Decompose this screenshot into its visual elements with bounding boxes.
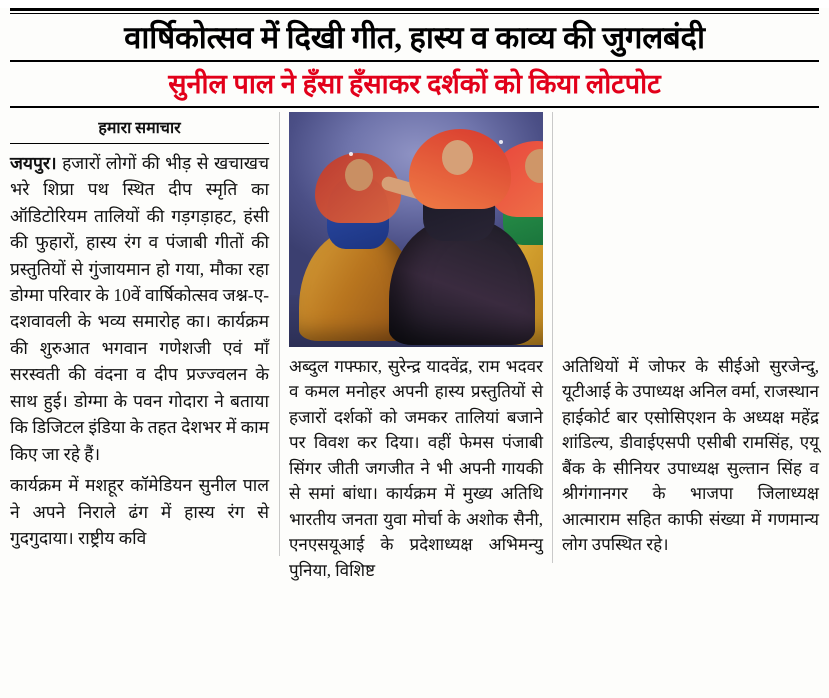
article-body — [10, 112, 819, 652]
byline-rule — [10, 143, 269, 144]
photo-spacer — [562, 112, 819, 354]
top-rule — [10, 8, 819, 11]
dancer-right-figure — [385, 117, 535, 345]
dateline: जयपुर। — [10, 152, 57, 173]
column-right — [552, 112, 819, 563]
article-photo — [289, 112, 543, 347]
page-title: वार्षिकोत्सव में दिखी गीत, हास्य व काव्य की जुगलबंदी — [124, 20, 705, 55]
photo-backdrop — [289, 112, 543, 347]
paragraph: अतिथियों में जोफर के सीईओ सुरजेन्दु, यूटीआई के उपाध्यक्ष अनिल वर्मा, राजस्थान हाईकोर्ट बार एसोसिएशन के अध्यक्ष महेंद्र शांडिल्य, डीवाईएसपी एसीबी रामसिंह, एयू बैंक के सीनियर उपाध्यक्ष सुल्तान सिंह व श्रीगंगानगर के भाजपा जिलाध्यक्ष आत्माराम सहित काफी संख्या में गणमान्य लोग उपस्थित रहे। — [562, 356, 819, 555]
column-middle — [280, 112, 552, 589]
paragraph: अब्दुल गफ्फार, सुरेन्द्र यादवेंद्र, राम भदवर व कमल मनोहर अपनी हास्य प्रस्तुतियों से हजारों दर्शकों को जमकर तालियां बजाने पर विवश कर दिया। वहीं फेमस पंजाबी सिंगर जीती जगजीत ने भी अपनी गायकी से समां बांधा। कार्यक्रम में मुख्य अतिथि भारतीय जनता युवा मोर्चा के अशोक सैनी, एनएसयूआई के प्रदेशाध्यक्ष अभिमन्यु पुनिया, विशिष्ट — [289, 356, 543, 580]
headline-bottom-rule — [10, 106, 819, 108]
column-left — [10, 112, 280, 557]
byline: हमारा समाचार — [98, 119, 181, 137]
paragraph — [10, 150, 269, 467]
paragraph-text: हजारों लोगों की भीड़ से खचाखच भरे शिप्रा पथ स्थित दीप स्मृति का ऑडिटोरियम तालियों की गड़गड़ाहट, हंसी की फुहारों, हास्य रंग व पंजाबी गीतों की प्रस्तुतियों से गुंजायमान हो गया, मौका रहा डोग्मा परिवार के 10वें वार्षिकोत्सव जश्न-ए-दशवावली के भव्य समारोह का। कार्यक्रम की शुरुआत भगवान गणेशजी एवं माँ सरस्वती की वंदना व दीप प्रज्ज्वलन के साथ हुई। डोग्मा के पवन गोदारा ने बताया कि डिजिटल इंडिया के तहत देशभर में काम किए जा रहे हैं। — [10, 152, 269, 464]
paragraph: कार्यक्रम में मशहूर कॉमेडियन सुनील पाल ने अपने निराले ढंग में हास्य रंग से गुदगुदाया। राष्ट्रीय कवि — [10, 475, 269, 549]
sub-headline: सुनील पाल ने हँसा हँसाकर दर्शकों को किया लोटपोट — [168, 68, 661, 99]
newspaper-page — [0, 8, 829, 698]
